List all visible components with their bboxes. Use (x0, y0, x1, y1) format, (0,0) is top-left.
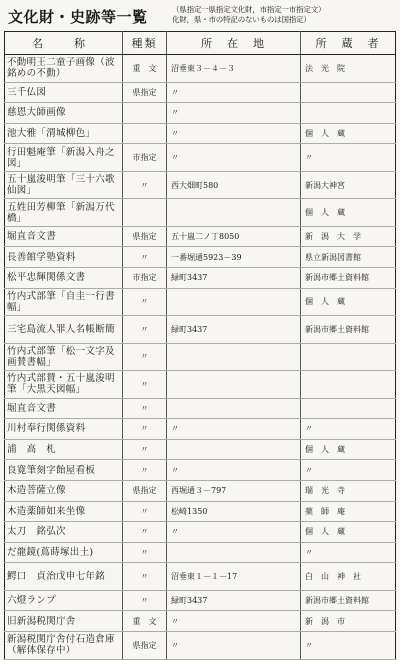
cell-owner (301, 82, 396, 103)
table-row (5, 522, 396, 543)
cell-owner: 個 人 蔵 (301, 288, 396, 316)
cell-name: 鰐口 貞治戊申七年銘 (5, 563, 123, 591)
table-row (5, 123, 396, 144)
cell-kind: 重 文 (123, 55, 167, 83)
column-header-name: 名 称 (5, 32, 123, 55)
cell-name: 慈恩大師画像 (5, 103, 123, 124)
page-title: 文化財・史跡等一覧 (8, 8, 148, 26)
cell-location: 〃 (167, 144, 301, 172)
cell-location: 〃 (167, 103, 301, 124)
cell-kind: 重 文 (123, 611, 167, 632)
cell-name: 五姓田芳柳筆「新潟万代橋」 (5, 199, 123, 227)
cell-owner: 個 人 蔵 (301, 439, 396, 460)
cell-owner (301, 398, 396, 419)
column-header-location: 所 在 地 (167, 32, 301, 55)
cell-owner: 新 潟 市 (301, 611, 396, 632)
cell-owner: 新潟市郷土資料館 (301, 590, 396, 611)
table-row (5, 316, 396, 344)
cell-name: 浦 高 札 (5, 439, 123, 460)
cell-location: 五十嵐二ノ丁8050 (167, 226, 301, 247)
cell-location: 〃 (167, 460, 301, 481)
table-row (5, 267, 396, 288)
table-row (5, 226, 396, 247)
cell-owner: 〃 (301, 542, 396, 563)
cell-location (167, 199, 301, 227)
legend-note (172, 5, 400, 25)
cell-location: 緑町3437 (167, 267, 301, 288)
cell-kind: 〃 (123, 343, 167, 371)
cell-location: 西大畑町580 (167, 171, 301, 199)
table-row (5, 632, 396, 660)
table-row (5, 199, 396, 227)
table-row (5, 590, 396, 611)
cell-name: 竹内式部筆「自圭一行書幅」 (5, 288, 123, 316)
table-header-row (5, 32, 396, 55)
cell-name: だ龍鏡(蔦蒔塚出土) (5, 542, 123, 563)
table-row (5, 144, 396, 172)
cell-owner: 薬 師 庵 (301, 501, 396, 522)
cell-location (167, 343, 301, 371)
cell-owner: 新 潟 大 学 (301, 226, 396, 247)
cell-kind: 〃 (123, 371, 167, 399)
cell-name: 六燈ランプ (5, 590, 123, 611)
cell-name: 竹内式部賛・五十嵐浚明筆「大黒天図幅」 (5, 371, 123, 399)
table-row (5, 398, 396, 419)
cell-owner: 県立新潟図書館 (301, 247, 396, 268)
cell-name: 行田魁庵筆「新潟入舟之図」 (5, 144, 123, 172)
cell-name: 竹内式部筆「松一文字及画賛書幅」 (5, 343, 123, 371)
cell-owner: 法 光 院 (301, 55, 396, 83)
cell-location (167, 398, 301, 419)
cell-owner: 新潟市郷土資料館 (301, 267, 396, 288)
legend-note-line: （県指定一県指定文化財，市指定一市指定文） (172, 5, 326, 14)
cell-location (167, 439, 301, 460)
table-row (5, 542, 396, 563)
cell-location (167, 371, 301, 399)
cell-kind: 県指定 (123, 480, 167, 501)
cell-location: 〃 (167, 123, 301, 144)
cell-owner: 新潟大神宮 (301, 171, 396, 199)
table-row (5, 247, 396, 268)
cell-owner: 新潟市郷土資料館 (301, 316, 396, 344)
cell-kind: 〃 (123, 501, 167, 522)
cell-name: 川村奉行関係資料 (5, 419, 123, 440)
cell-owner: 瑞 光 寺 (301, 480, 396, 501)
cell-name: 堀直音文書 (5, 226, 123, 247)
cell-name: 新潟税関庁舎付石造倉庫（解体保存中） (5, 632, 123, 660)
column-header-owner: 所 蔵 者 (301, 32, 396, 55)
cell-location: 〃 (167, 632, 301, 660)
cell-name: 不動明王二童子画像（波銘めの不動） (5, 55, 123, 83)
cell-name: 池大雅「渭城柳色」 (5, 123, 123, 144)
cell-kind: 県指定 (123, 632, 167, 660)
cell-location: 一番堀通5923－39 (167, 247, 301, 268)
legend-note-line: 化財，県・市の特記のないものは国指定） (172, 15, 311, 24)
cell-name: 良寛筆刻字飴屋看板 (5, 460, 123, 481)
cell-name: 木造薬師如来坐像 (5, 501, 123, 522)
cell-location (167, 542, 301, 563)
cell-location: 松崎1350 (167, 501, 301, 522)
cell-owner (301, 343, 396, 371)
cell-location: 西堀通３－797 (167, 480, 301, 501)
header (8, 4, 396, 30)
cell-name: 三宅島流人罪人名帳断簡 (5, 316, 123, 344)
cell-owner: 〃 (301, 419, 396, 440)
cell-kind (123, 103, 167, 124)
table-row (5, 82, 396, 103)
cell-kind: 〃 (123, 316, 167, 344)
cell-kind: 〃 (123, 522, 167, 543)
cell-name: 長善館学塾資料 (5, 247, 123, 268)
table-row (5, 343, 396, 371)
cell-owner: 〃 (301, 632, 396, 660)
cell-kind: 市指定 (123, 267, 167, 288)
table-body (5, 55, 396, 660)
cell-owner: 〃 (301, 460, 396, 481)
table-row (5, 371, 396, 399)
cell-owner (301, 371, 396, 399)
cell-location: 〃 (167, 82, 301, 103)
cell-owner: 個 人 蔵 (301, 199, 396, 227)
cell-kind: 〃 (123, 247, 167, 268)
cell-location: 〃 (167, 419, 301, 440)
cell-kind: 〃 (123, 419, 167, 440)
cell-kind: 〃 (123, 460, 167, 481)
cell-name: 木造菩薩立像 (5, 480, 123, 501)
table-row (5, 563, 396, 591)
cell-name: 旧新潟税関庁舎 (5, 611, 123, 632)
cell-location: 〃 (167, 611, 301, 632)
table-row (5, 501, 396, 522)
table-row (5, 103, 396, 124)
cell-kind (123, 123, 167, 144)
cell-kind (123, 199, 167, 227)
table-row (5, 419, 396, 440)
cell-owner: 個 人 蔵 (301, 522, 396, 543)
table-row (5, 439, 396, 460)
table-row (5, 480, 396, 501)
cell-location: 沼垂東３－４－３ (167, 55, 301, 83)
cell-kind: 〃 (123, 171, 167, 199)
cell-location: 沼垂東１－１－17 (167, 563, 301, 591)
table-row (5, 611, 396, 632)
cell-kind: 〃 (123, 590, 167, 611)
cell-name: 堀直音文書 (5, 398, 123, 419)
cell-owner: 個 人 蔵 (301, 123, 396, 144)
table-row (5, 171, 396, 199)
cell-name: 松平忠輝関係文書 (5, 267, 123, 288)
cell-location: 緑町3437 (167, 316, 301, 344)
cell-kind: 〃 (123, 563, 167, 591)
cell-kind: 〃 (123, 542, 167, 563)
cell-kind: 県指定 (123, 226, 167, 247)
cell-owner (301, 103, 396, 124)
cell-name: 五十嵐浚明筆「三十六歌仙図」 (5, 171, 123, 199)
table-row (5, 460, 396, 481)
cell-kind: 〃 (123, 288, 167, 316)
table-row (5, 55, 396, 83)
cell-location: 〃 (167, 522, 301, 543)
cell-name: 三千仏図 (5, 82, 123, 103)
cell-name: 太刀 銘弘次 (5, 522, 123, 543)
cell-kind: 〃 (123, 439, 167, 460)
cell-location (167, 288, 301, 316)
column-header-kind: 種類 (123, 32, 167, 55)
heritage-table (4, 31, 396, 660)
cell-kind: 〃 (123, 398, 167, 419)
table-row (5, 288, 396, 316)
cell-owner: 白 山 神 社 (301, 563, 396, 591)
cell-kind: 県指定 (123, 82, 167, 103)
cell-owner: 〃 (301, 144, 396, 172)
cell-location: 緑町3437 (167, 590, 301, 611)
cell-kind: 市指定 (123, 144, 167, 172)
